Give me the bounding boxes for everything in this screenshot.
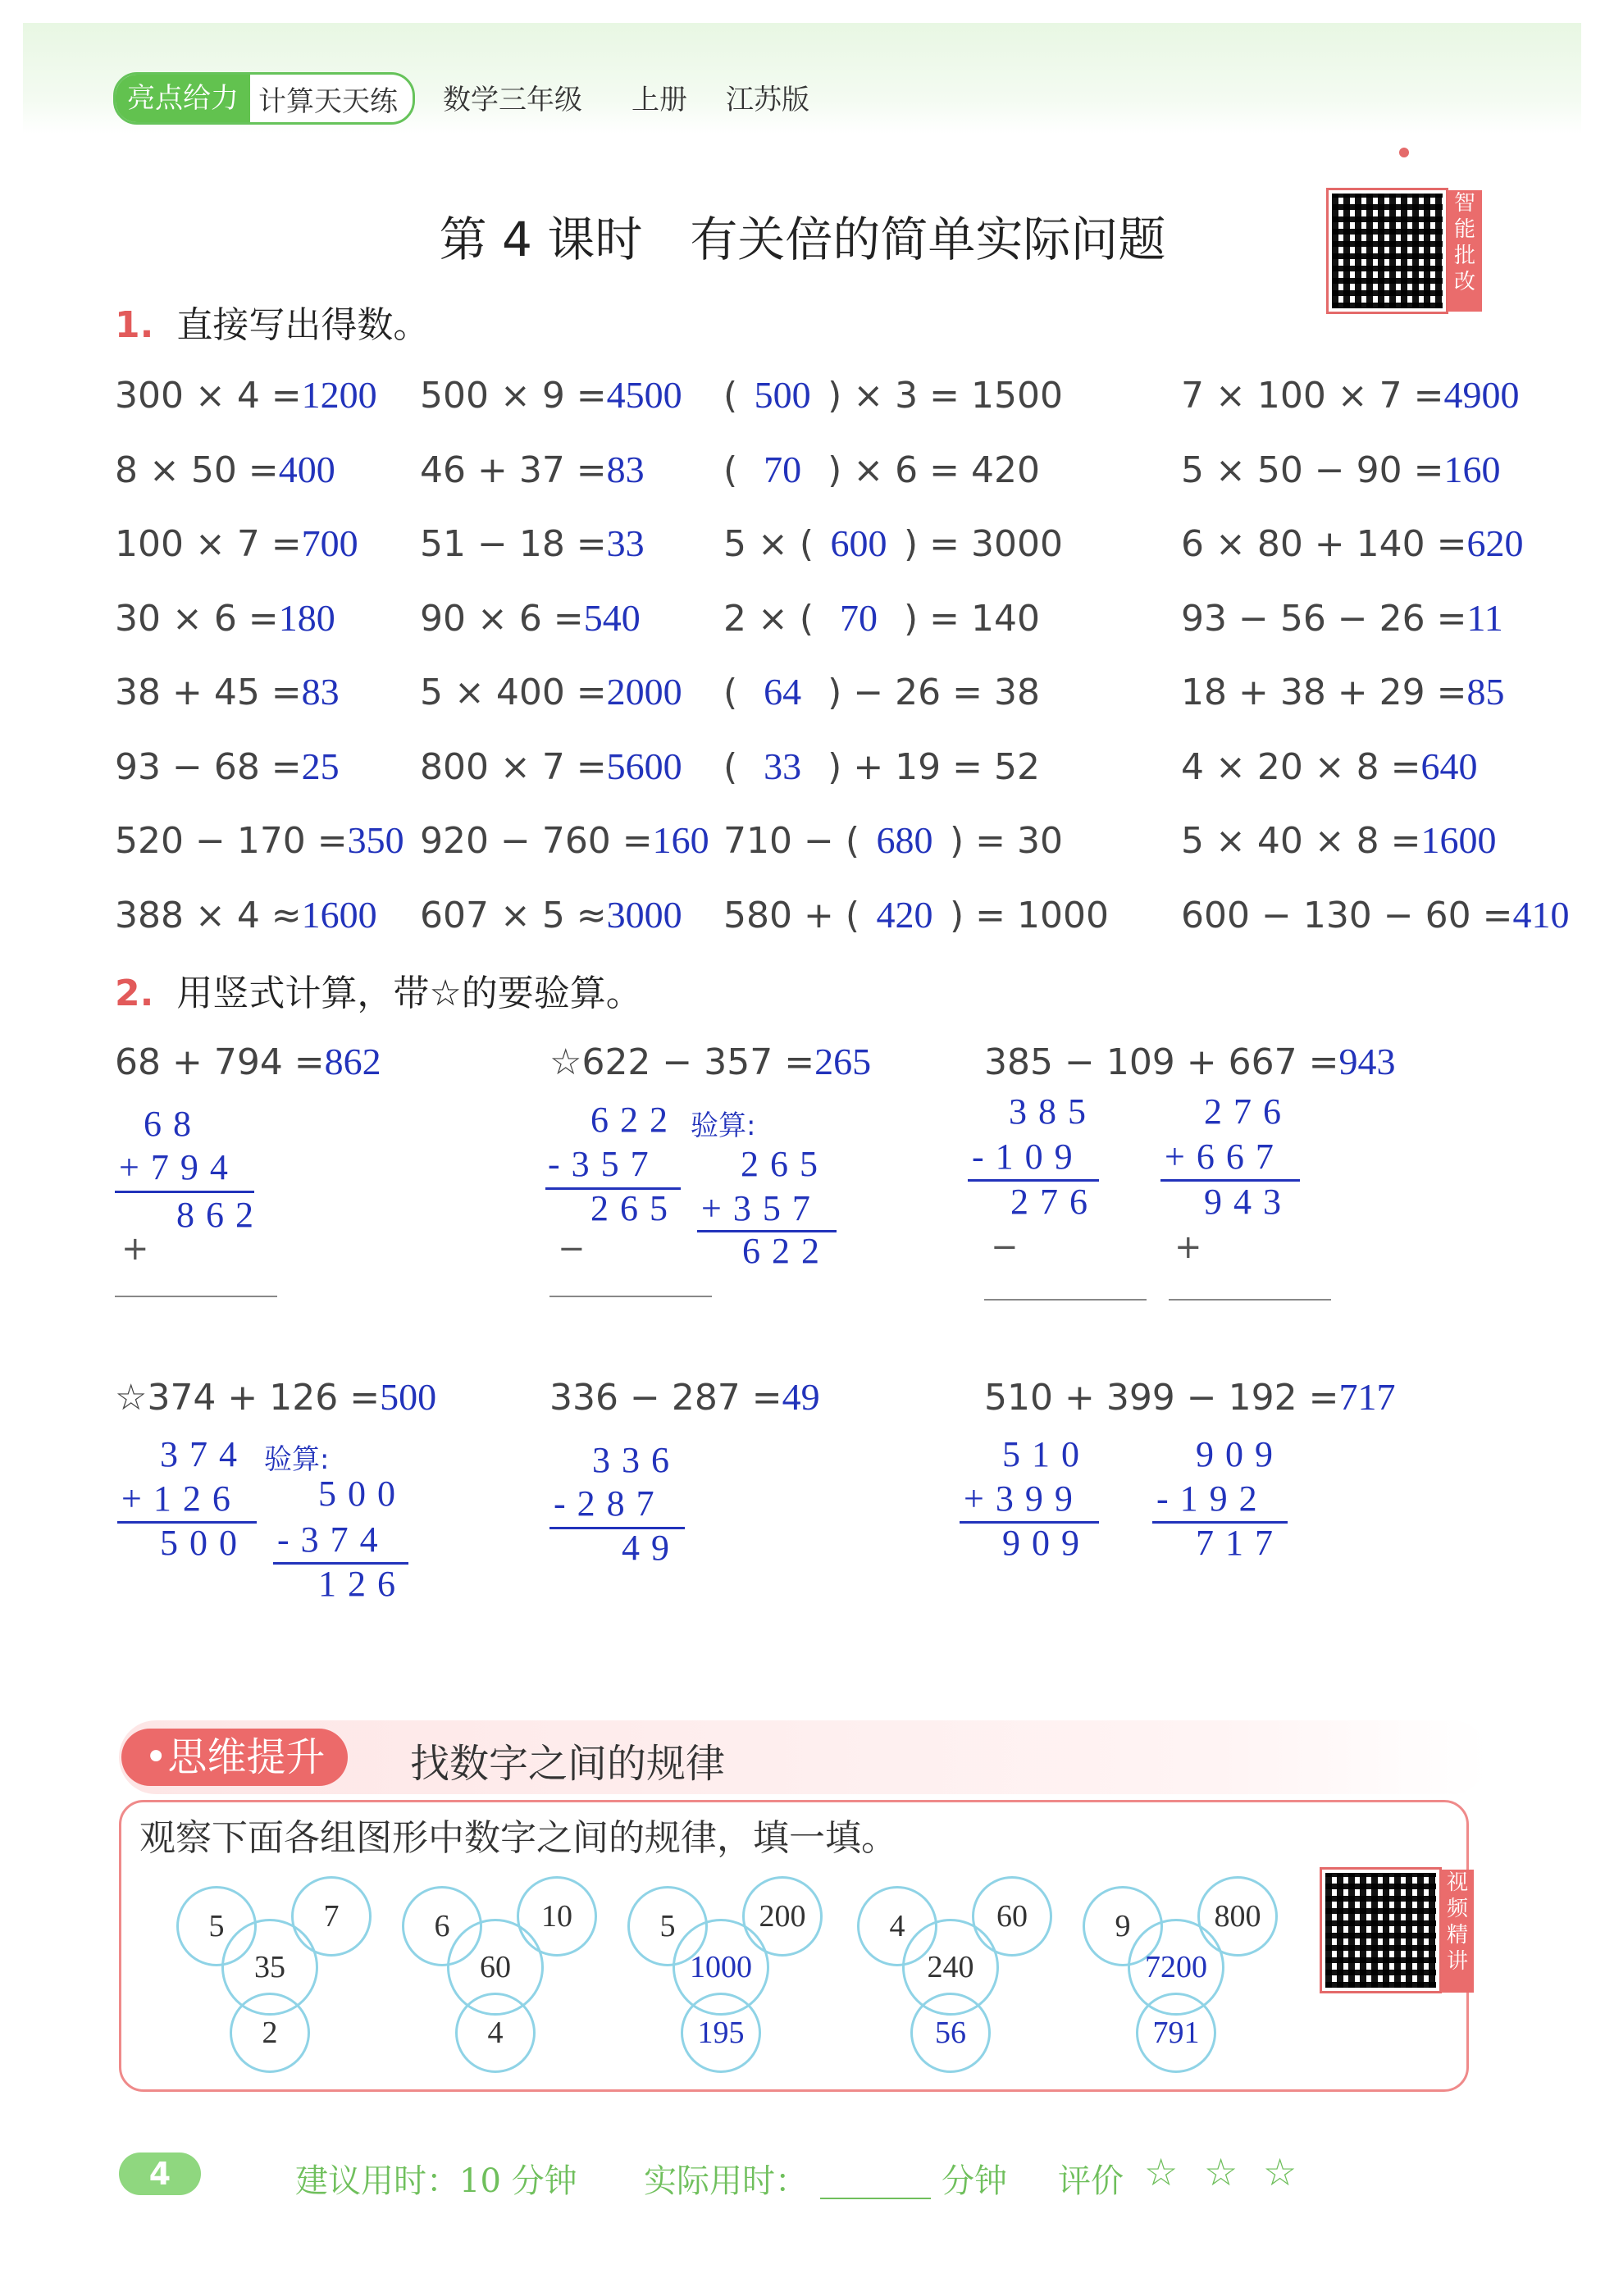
answer: 943 (1338, 1041, 1396, 1082)
circle-number: 200 (759, 1899, 806, 1934)
vertical-calc-3b-line1: 276 (1204, 1091, 1293, 1132)
check-calc-2-line1: 265 (741, 1144, 829, 1184)
answer: 160 (652, 819, 709, 861)
printed-op: + (1174, 1228, 1202, 1266)
vertical-calc-2-line2: -357 (548, 1144, 660, 1184)
circle-number: 4 (487, 2016, 504, 2050)
brand-white-text: 计算天天练 (258, 84, 398, 118)
circle-number: 240 (927, 1950, 974, 1984)
answer: 33 (764, 745, 802, 787)
answer: 1600 (1420, 819, 1497, 861)
oral-calc-item: 93 − 68 =25 (115, 745, 340, 788)
answer: 33 (606, 522, 645, 564)
oral-calc-item: 920 − 760 =160 (420, 819, 709, 862)
circle-number: 9 (1115, 1909, 1131, 1943)
circle-number: 5 (659, 1909, 676, 1943)
oral-calc-item: 5 × ( 600 ) = 3000 (723, 522, 1063, 565)
edition-text: 江苏版 (726, 84, 809, 116)
answer: 83 (606, 448, 645, 490)
vertical-calc-5-line3: 49 (622, 1528, 681, 1568)
vertical-calc-4-line3: 500 (160, 1523, 249, 1563)
rating-star-3[interactable]: ☆ (1263, 2150, 1297, 2194)
vertical-calc-5-line1: 336 (592, 1440, 681, 1480)
blank-line (115, 1296, 277, 1297)
actual-time-label: 实际用时： (644, 2162, 808, 2200)
number-circle-bot (1136, 1993, 1216, 2073)
oral-calc-item: 51 − 18 =33 (420, 522, 645, 565)
vertical-calc-3b-line2: +667 (1165, 1137, 1285, 1177)
answer: 3000 (606, 893, 682, 936)
oral-calc-item: 5 × 40 × 8 =1600 (1181, 819, 1497, 862)
oral-calc-item: ( 64 ) − 26 = 38 (723, 671, 1040, 713)
answer: 4500 (606, 374, 682, 416)
answer: 64 (764, 671, 802, 713)
circle-number: 791 (1152, 2016, 1200, 2050)
answer: 620 (1466, 522, 1524, 564)
section1-number: 1. (115, 304, 154, 346)
vertical-calc-6-line2: +399 (964, 1478, 1084, 1519)
oral-calc-item: 710 − ( 680 ) = 30 (723, 819, 1063, 862)
answer: 680 (876, 819, 933, 861)
answer: 640 (1420, 745, 1478, 787)
circle-number: 6 (434, 1909, 450, 1943)
check-calc-4-line2: -374 (277, 1519, 390, 1560)
answer: 350 (347, 819, 404, 861)
oral-calc-item: 90 × 6 =540 (420, 596, 641, 640)
oral-calc-item: ( 33 ) + 19 = 52 (723, 745, 1040, 788)
oral-calc-item: 38 + 45 =83 (115, 671, 340, 713)
check-calc-2-line3: 622 (742, 1231, 831, 1271)
oral-calc-item: ( 500 ) × 3 = 1500 (723, 374, 1063, 417)
section2-title-text: 用竖式计算，带☆的要验算。 (176, 973, 642, 1014)
oral-calc-item: 5 × 50 − 90 =160 (1181, 448, 1501, 491)
qr-top-label: 智 能 批 改 (1448, 190, 1482, 312)
oral-calc-item: 2 × ( 70 ) = 140 (723, 596, 1040, 640)
qr-code-top[interactable] (1329, 190, 1446, 312)
circle-number: 35 (254, 1950, 285, 1984)
vertical-calc-4-line1: 374 (160, 1434, 249, 1474)
answer: 25 (301, 745, 340, 787)
vertical-calc-6b-line2: -192 (1156, 1478, 1269, 1519)
oral-calc-item: 500 × 9 =4500 (420, 374, 682, 417)
vertical-calc-3-line2: -109 (972, 1137, 1084, 1177)
blank-line (1169, 1299, 1331, 1301)
answer: 49 (782, 1376, 820, 1418)
circle-number: 56 (935, 2016, 966, 2050)
check-calc-4-line3: 126 (318, 1564, 407, 1604)
problem-5: 336 − 287 =49 (549, 1376, 820, 1419)
problem-6: 510 + 399 − 192 =717 (984, 1376, 1396, 1419)
circle-number: 4 (889, 1909, 905, 1943)
answer: 160 (1443, 448, 1501, 490)
answer: 410 (1512, 893, 1570, 936)
answer: 70 (840, 596, 878, 639)
blank-line (984, 1299, 1147, 1301)
vertical-calc-6-line3: 909 (1002, 1523, 1091, 1563)
vertical-calc-1-line1: 68 (123, 1104, 203, 1144)
circle-number: 800 (1214, 1899, 1261, 1934)
oral-calc-item: 5 × 400 =2000 (420, 671, 682, 713)
answer: 180 (278, 596, 335, 639)
calc-rule (115, 1191, 254, 1193)
thinking-instruction: 观察下面各组图形中数字之间的规律，填一填。 (139, 1817, 897, 1859)
oral-calc-item: 100 × 7 =700 (115, 522, 358, 565)
oral-calc-item: 607 × 5 ≈3000 (420, 893, 682, 936)
answer: 1600 (301, 893, 377, 936)
answer: 2000 (606, 671, 682, 713)
brand-green-text: 亮点给力 (116, 75, 250, 122)
page-number: 4 (119, 2152, 201, 2195)
minutes-label: 分钟 (942, 2162, 1007, 2200)
section2-title (115, 963, 642, 1016)
oral-calc-item: 580 + ( 420 ) = 1000 (723, 893, 1109, 936)
answer: 600 (830, 522, 887, 564)
circle-number: 1000 (690, 1950, 752, 1984)
answer: 1200 (301, 374, 377, 416)
oral-calc-item: 7 × 100 × 7 =4900 (1181, 374, 1520, 417)
problem-1: 68 + 794 =862 (115, 1041, 381, 1083)
answer: 500 (380, 1376, 437, 1418)
answer: 540 (583, 596, 641, 639)
vertical-calc-6b-line1: 909 (1196, 1434, 1284, 1474)
vertical-calc-6-line1: 510 (1002, 1434, 1091, 1474)
vertical-calc-3-line1: 385 (1009, 1091, 1097, 1132)
number-circle-bot (230, 1993, 310, 2073)
oral-calc-item: 6 × 80 + 140 =620 (1181, 522, 1524, 565)
answer: 420 (876, 893, 933, 936)
qr-code-bottom[interactable] (1322, 1870, 1439, 1991)
problem-2: ☆622 − 357 =265 (549, 1041, 872, 1083)
oral-calc-item: 8 × 50 =400 (115, 448, 335, 491)
vertical-calc-4-line2: +126 (121, 1478, 242, 1519)
actual-time-blank[interactable] (820, 2198, 931, 2199)
oral-calc-item: ( 70 ) × 6 = 420 (723, 448, 1040, 491)
circle-number: 60 (480, 1950, 511, 1984)
circle-number: 60 (996, 1899, 1028, 1934)
circle-number: 7 (323, 1899, 340, 1934)
section1-title (115, 295, 429, 348)
volume-text: 上册 (632, 84, 687, 116)
answer: 11 (1466, 596, 1503, 639)
suggested-time: 建议用时：10 分钟 (295, 2162, 577, 2200)
qr-bottom-label: 视 频 精 讲 (1441, 1870, 1474, 1993)
check-calc-2-line2: +357 (701, 1188, 822, 1228)
oral-calc-item: 93 − 56 − 26 =11 (1181, 596, 1503, 640)
check-label: 验算: (264, 1443, 330, 1476)
oral-calc-item: 4 × 20 × 8 =640 (1181, 745, 1478, 788)
answer: 400 (278, 448, 335, 490)
rating-star-1[interactable]: ☆ (1144, 2150, 1179, 2194)
rating-label: 评价 (1058, 2162, 1124, 2200)
check-label: 验算: (691, 1109, 756, 1142)
oral-calc-item: 18 + 38 + 29 =85 (1181, 671, 1505, 713)
oral-calc-item: 520 − 170 =350 (115, 819, 404, 862)
answer: 862 (324, 1041, 381, 1082)
oral-calc-item: 800 × 7 =5600 (420, 745, 682, 788)
oral-calc-item: 388 × 4 ≈1600 (115, 893, 377, 936)
answer: 85 (1466, 671, 1505, 713)
printed-op: − (991, 1228, 1019, 1266)
circle-number: 195 (697, 2016, 745, 2050)
lesson-title: 第 4 课时 有关倍的简单实际问题 (439, 212, 1166, 267)
number-circle-bot (455, 1993, 536, 2073)
vertical-calc-2-line3: 265 (590, 1188, 679, 1228)
section1-title-text: 直接写出得数。 (176, 304, 430, 346)
circle-number: 7200 (1145, 1950, 1207, 1984)
circle-number: 10 (541, 1899, 572, 1934)
circle-number: 5 (208, 1909, 225, 1943)
answer: 265 (814, 1041, 872, 1082)
oral-calc-item: 30 × 6 =180 (115, 596, 335, 640)
oral-calc-item: 46 + 37 =83 (420, 448, 645, 491)
vertical-calc-1-line2: +794 (119, 1147, 239, 1187)
oral-calc-item: 300 × 4 =1200 (115, 374, 377, 417)
number-circle-bot (910, 1993, 991, 2073)
answer: 4900 (1443, 374, 1520, 416)
vertical-calc-1-line3: 862 (156, 1195, 265, 1235)
vertical-calc-2-line1: 622 (590, 1100, 679, 1140)
printed-op: − (558, 1230, 586, 1268)
printed-op: + (121, 1230, 149, 1268)
circle-number: 2 (262, 2016, 278, 2050)
check-calc-4-line1: 500 (318, 1474, 407, 1514)
vertical-calc-3b-line3: 943 (1204, 1182, 1293, 1222)
answer: 83 (301, 671, 340, 713)
hanger-dot (1399, 148, 1409, 157)
answer: 70 (764, 448, 802, 490)
oral-calc-item: 600 − 130 − 60 =410 (1181, 893, 1570, 936)
vertical-calc-6b-line3: 717 (1196, 1523, 1284, 1563)
number-circle-bot (681, 1993, 761, 2073)
answer: 700 (301, 522, 358, 564)
brand-badge (113, 72, 415, 125)
problem-3: 385 − 109 + 667 =943 (984, 1041, 1396, 1083)
thinking-badge: •思维提升 (121, 1729, 348, 1786)
blank-line (549, 1296, 712, 1297)
vertical-calc-5-line2: -287 (554, 1483, 666, 1524)
section2-number: 2. (115, 973, 154, 1014)
answer: 717 (1338, 1376, 1396, 1418)
answer: 5600 (606, 745, 682, 787)
answer: 500 (754, 374, 811, 416)
rating-star-2[interactable]: ☆ (1204, 2150, 1238, 2194)
vertical-calc-3-line3: 276 (1010, 1182, 1099, 1222)
thinking-subtitle: 找数字之间的规律 (410, 1741, 726, 1787)
subject-text: 数学三年级 (443, 84, 582, 116)
problem-4: ☆374 + 126 =500 (115, 1376, 437, 1419)
